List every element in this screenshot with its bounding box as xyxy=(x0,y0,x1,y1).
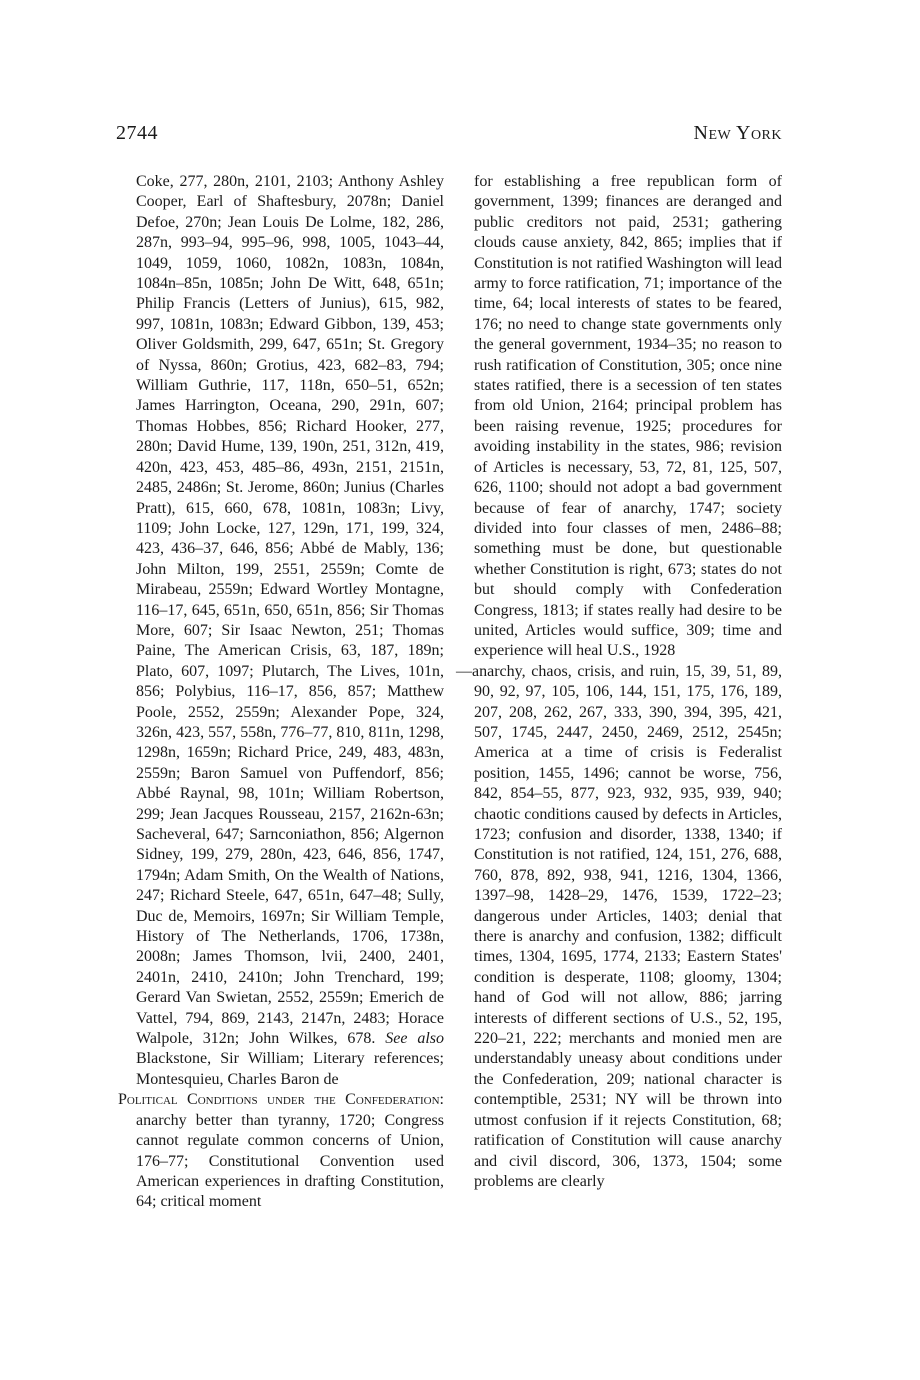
entry-text: : anarchy better than tyranny, 1720; Congress cannot regulate common concerns of Union, 176–77; Constitutional Convention used American experiences in drafting Constitution, 64; critical moment xyxy=(136,1091,444,1211)
entry-text: Coke, 277, 280n, 2101, 2103; Anthony Ashley Cooper, Earl of Shaftesbury, 2078n; Daniel Defoe, 270n; Jean Louis De Lolme, 182, 286, 287n, 993–94, 995–96, 998, 1005, 1043–44, 1049, 1059, 1060, 1082n, 1083n, 1084n, 1084n–85n, 1085n; John De Witt, 648, 651n; Philip Francis (Letters of Junius), 615, 982, 997, 1081n, 1083n; Edward Gibbon, 139, 453; Oliver Goldsmith, 299, 647, 651n; St. Gregory of Nyssa, 860n; Grotius, 423, 682–83, 794; William Guthrie, 117, 118n, 650–51, 652n; James Harrington, Oceana, 290, 291n, 607; Thomas Hobbes, 856; Richard Hooker, 277, 280n; David Hume, 139, 190n, 251, 312n, 419, 420n, 423, 453, 485–86, 493n, 2151, 2151n, 2485, 2486n; St. Jerome, 860n; Junius (Charles Pratt), 615, 660, 678, 1081n, 1083n; Livy, 1109; John Locke, 127, 129n, 171, 199, 324, 423, 436–37, 646, 856; Abbé de Mably, 136; John Milton, 199, 2551, 2559n; Comte de Mirabeau, 2559n; Edward Wortley Montagne, 116–17, 645, 651n, 650, 651n, 856; Sir Thomas More, 607; Sir Isaac Newton, 251; Thomas Paine, The American Crisis, 63, 187, 189n; Plato, 607, 1097; Plutarch, The Lives, 101n, 856; Polybius, 116–17, 856, 857; Matthew Poole, 2552, 2559n; Alexander Pope, 324, 326n, 423, 557, 558n, 776–77, 810, 811n, 1298, 1298n, 1659n; Richard Price, 249, 483, 483n, 2559n; Baron Samuel von Puffendorf, 856; Abbé Raynal, 98, 101n; William Robertson, 299; Jean Jacques Rousseau, 2157, 2162n-63n; Sacheveral, 647; Sarnconiathon, 856; Algernon Sidney, 199, 279, 280n, 423, 646, 856, 1747, 1794n; Adam Smith, On the Wealth of Nations, 247; Richard Steele, 647, 651n, 647–48; Sully, Duc de, Memoirs, 1697n; Sir William Temple, History of The Netherlands, 1706, 1738n, 2008n; James Thomson, lvii, 2400, 2401, 2401n, 2410, 2410n; John Trenchard, 199; Gerard Van Swietan, 2552, 2559n; Emerich de Vattel, 794, 869, 2143, 2147n, 2483; Horace Walpole, 312n; John Wilkes, 678. xyxy=(136,173,444,1048)
index-entry-political-conditions xyxy=(118,1090,444,1212)
index-column-left xyxy=(118,172,444,1213)
index-subentry-anarchy: —anarchy, chaos, crisis, and ruin, 15, 39, 51, 89, 90, 92, 97, 105, 106, 144, 151, 175, 176, 189, 207, 208, 262, 267, 333, 390, 394, 395, 421, 507, 1745, 2447, 2450, 2469, 2512, 2545n; America at a time of crisis is Federalist position, 1455, 1496; cannot be worse, 756, 842, 854–55, 877, 923, 932, 935, 939, 940; chaotic conditions caused by defects in Articles, 1723; confusion and disorder, 1338, 1340; if Constitution is not ratified, 124, 151, 276, 688, 760, 878, 892, 938, 941, 1216, 1304, 1366, 1397–98, 1428–29, 1476, 1539, 1722–23; dangerous under Articles, 1403; denial that there is anarchy and confusion, 1382; difficult times, 1304, 1695, 1774, 2133; Eastern States' condition is desperate, 1108; gloomy, 1304; hand of God will not allow, 886; jarring interests of different sections of U.S., 52, 195, 220–21, 222; merchants and monied men are understandably uneasy about conditions under the Confederation, 209; national character is contemptible, 2531; NY will be thrown into utmost confusion if it rejects Constitution, 68; ratification of Constitution will cause anarchy and civil discord, 306, 1373, 1504; some problems are clearly xyxy=(456,662,782,1190)
page-number: 2744 xyxy=(116,122,158,144)
index-column-right xyxy=(456,172,782,1192)
index-entry-continuation xyxy=(118,172,444,1090)
running-head: New York xyxy=(693,122,782,144)
index-entry-continuation: for establishing a free republican form of government, 1399; finances are deranged and public creditors not paid, 2531; gathering clouds cause anxiety, 842, 865; implies that if Constitution is not ratified Washington will lead army to force ratification, 71; importance of the time, 64; local interests of states to be feared, 176; no need to change state governments only the general government, 1934–35; no reason to rush ratification of Constitution, 305; once nine states ratified, there is a secession of ten states from old Union, 2164; principal problem has been raising revenue, 1925; procedures for avoiding instability in the states, 986; revision of Articles is necessary, 53, 72, 81, 125, 507, 626, 1100; should not adopt a bad government because of fear of anarchy, 1747; society divided into four classes of men, 2486–88; something must be done, but questionable whether Constitution is right, 673; states do not but should comply with Confederation Congress, 1813; if states really had desire to be united, Articles would suffice, 309; time and experience will heal U.S., 1928 xyxy=(474,173,782,660)
see-also-label: See also xyxy=(385,1030,444,1048)
index-heading: Political Conditions under the Confederation xyxy=(118,1091,440,1109)
see-also-text: Blackstone, Sir William; Literary references; Montesquieu, Charles Baron de xyxy=(136,1050,444,1088)
